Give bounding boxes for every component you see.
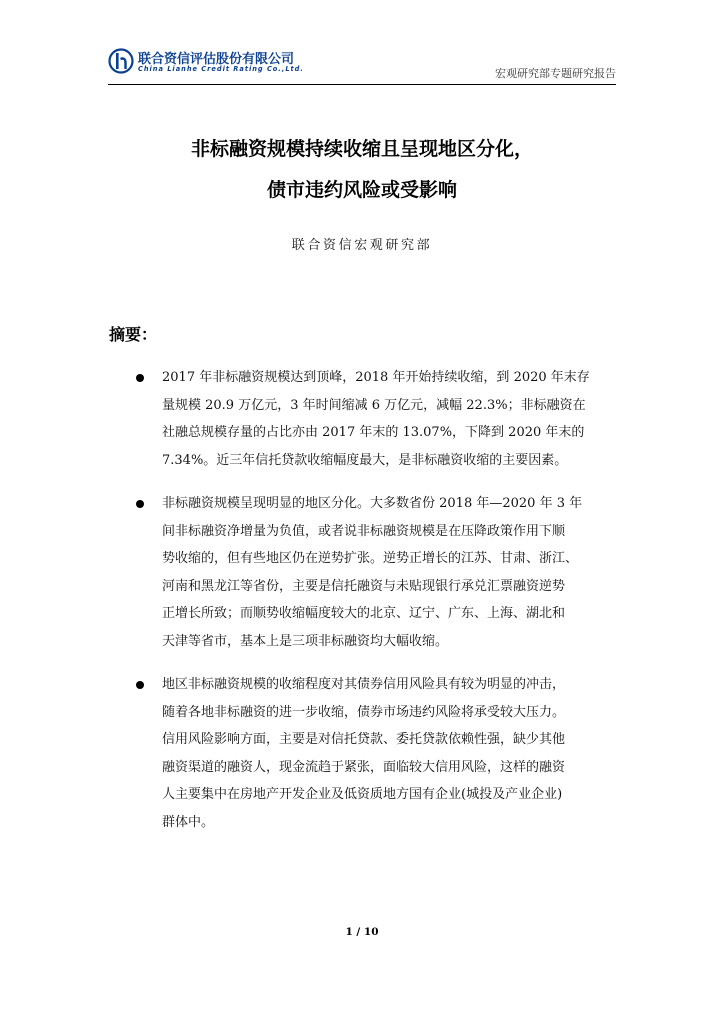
company-name-cn: 联合资信评估股份有限公司	[138, 52, 295, 67]
bullet-dot-icon	[136, 500, 144, 508]
report-header	[108, 44, 616, 86]
company-logo-icon	[108, 48, 134, 74]
bullet-dot-icon	[136, 374, 144, 382]
bullet-line: 7.34%。近三年信托贷款收缩幅度最大，是非标融资收缩的主要因素。	[162, 452, 568, 468]
bullet-line: 群体中。	[162, 814, 215, 830]
bullet-line: 社融总规模存量的占比亦由 2017 年末的 13.07%，下降到 2020 年末的	[162, 425, 585, 440]
bullet-line: 人主要集中在房地产开发企业及低资质地方国有企业(城投及产业企业)	[162, 787, 563, 802]
bullet-line: 2017 年非标融资规模达到顶峰，2018 年开始持续收缩，到 2020 年末存	[162, 370, 590, 385]
author-department: 联合资信宏观研究部	[291, 238, 433, 253]
abstract-heading: 摘要：	[109, 325, 158, 344]
bullet-line: 势收缩的，但有些地区仍在逆势扩张。逆势正增长的江苏、甘肃、浙江、	[162, 551, 579, 566]
report-title-line1: 非标融资规模持续收缩且呈现地区分化，	[190, 138, 533, 160]
bullet-dot-icon	[136, 681, 144, 689]
abstract-bullet-list	[130, 364, 630, 852]
bullet-line: 非标融资规模呈现明显的地区分化。大多数省份 2018 年—2020 年 3 年	[162, 496, 583, 511]
bullet-line: 正增长所致；而顺势收缩幅度较大的北京、辽宁、广东、上海、湖北和	[162, 606, 566, 621]
bullet-line: 融资渠道的融资人，现金流趋于紧张，面临较大信用风险，这样的融资	[162, 759, 566, 775]
bullet-line: 河南和黑龙江等省份，主要是信托融资与未贴现银行承兑汇票融资逆势	[162, 578, 566, 594]
bullet-line: 随着各地非标融资的进一步收缩，债券市场违约风险将承受较大压力。	[162, 704, 566, 720]
abstract-bullet-1	[130, 364, 630, 474]
report-title-line2: 债市违约风险或受影响	[266, 179, 457, 201]
header-divider	[108, 84, 616, 85]
report-category: 宏观研究部专题研究报告	[495, 67, 616, 80]
abstract-bullet-2	[130, 490, 630, 655]
page-number: 1 / 10	[345, 926, 379, 938]
abstract-bullet-3	[130, 671, 630, 836]
bullet-line: 信用风险影响方面，主要是对信托贷款、委托贷款依赖性强，缺少其他	[162, 732, 566, 747]
bullet-line: 地区非标融资规模的收缩程度对其债券信用风险具有较为明显的冲击，	[162, 677, 566, 692]
company-name-en: China Lianhe Credit Rating Co.,Ltd.	[138, 65, 304, 73]
bullet-line: 天津等省市，基本上是三项非标融资均大幅收缩。	[162, 633, 449, 649]
bullet-line: 间非标融资净增量为负值，或者说非标融资规模是在压降政策作用下顺	[162, 523, 566, 539]
bullet-line: 量规模 20.9 万亿元，3 年时间缩减 6 万亿元，减幅 22.3%；非标融资在	[162, 397, 586, 413]
